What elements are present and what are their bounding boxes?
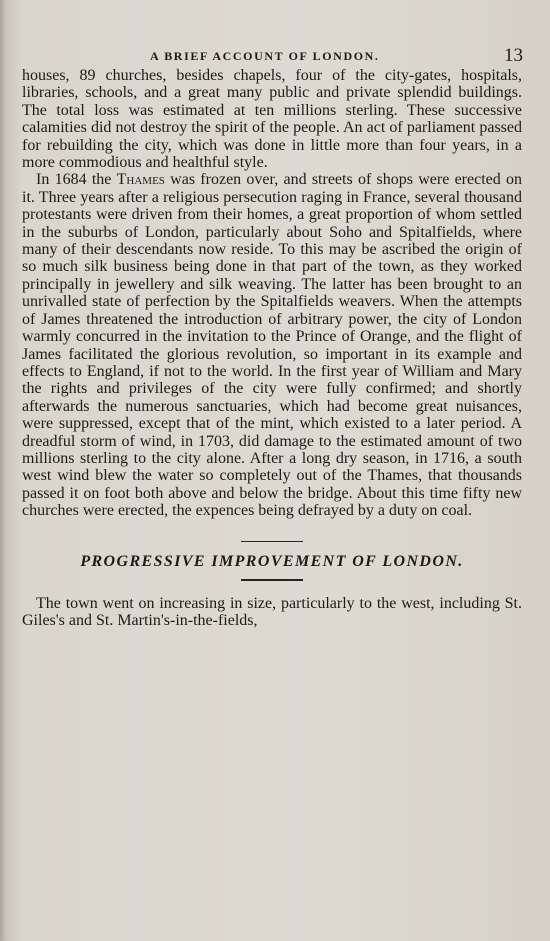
- section-rule-bottom: [241, 579, 303, 581]
- section-rule-top: [241, 541, 303, 543]
- paragraph-text-rest: was frozen over, and streets of shops were erected on it. Three years after a religious persecution raging in France, several thousand protestants were driven from their homes, a great proportion of whom settled in the suburbs of London, particularly about Soho and Spitalfields, where many of their descendants now reside. To this may be ascribed the origin of so much silk business being done in that part of the town, as they worked principally in jewellery and silk weaving. The latter has been brought to an unrivalled state of perfection by the Spitalfields weavers. When the attempts of James threatened the introduction of arbitrary power, the city of London warmly concurred in the invitation to the Prince of Orange, and the flight of James facilitated the glorious revolution, so important in its example and effects to England, if not to the world. In the first year of William and Mary the rights and privileges of the city were fully confirmed; and shortly afterwards the numerous sanctuaries, which had become great nuisances, were suppressed, except that of the mint, which existed to a later period. A dreadful storm of wind, in 1703, did damage to the estimated amount of two millions sterling to the city alone. After a long dry season, in 1716, a south west wind blew the water so completely out of the Thames, that thousands passed it on foot both above and below the bridge. About this time fifty new churches were erected, the expences being defrayed by a duty on coal.: [22, 171, 523, 520]
- body-text: [22, 67, 522, 630]
- paragraph-text-start: In 1684 the: [36, 171, 117, 189]
- paragraph-continued: houses, 89 churches, besides chapels, four of the city-gates, hospitals, libraries, schools, and a great many public and private splendid buildings. The total loss was estimated at ten millions sterling. These successive calamities did not destroy the spirit of the people. An act of parliament passed for rebuilding the city, which was done in little more than four years, in a more commodious and healthful style.: [22, 67, 522, 172]
- page-number: 13: [504, 45, 523, 66]
- section-heading: PROGRESSIVE IMPROVEMENT OF LONDON.: [80, 553, 464, 571]
- running-title: A BRIEF ACCOUNT OF LONDON.: [150, 49, 380, 63]
- running-head: [0, 47, 550, 67]
- thames-small-caps: Thames: [116, 171, 165, 189]
- paragraph-thames-frozen: [22, 171, 522, 519]
- section-first-paragraph: The town went on increasing in size, particularly to the west, including St. Giles's and St. Martin's-in-the-fields,: [22, 594, 522, 630]
